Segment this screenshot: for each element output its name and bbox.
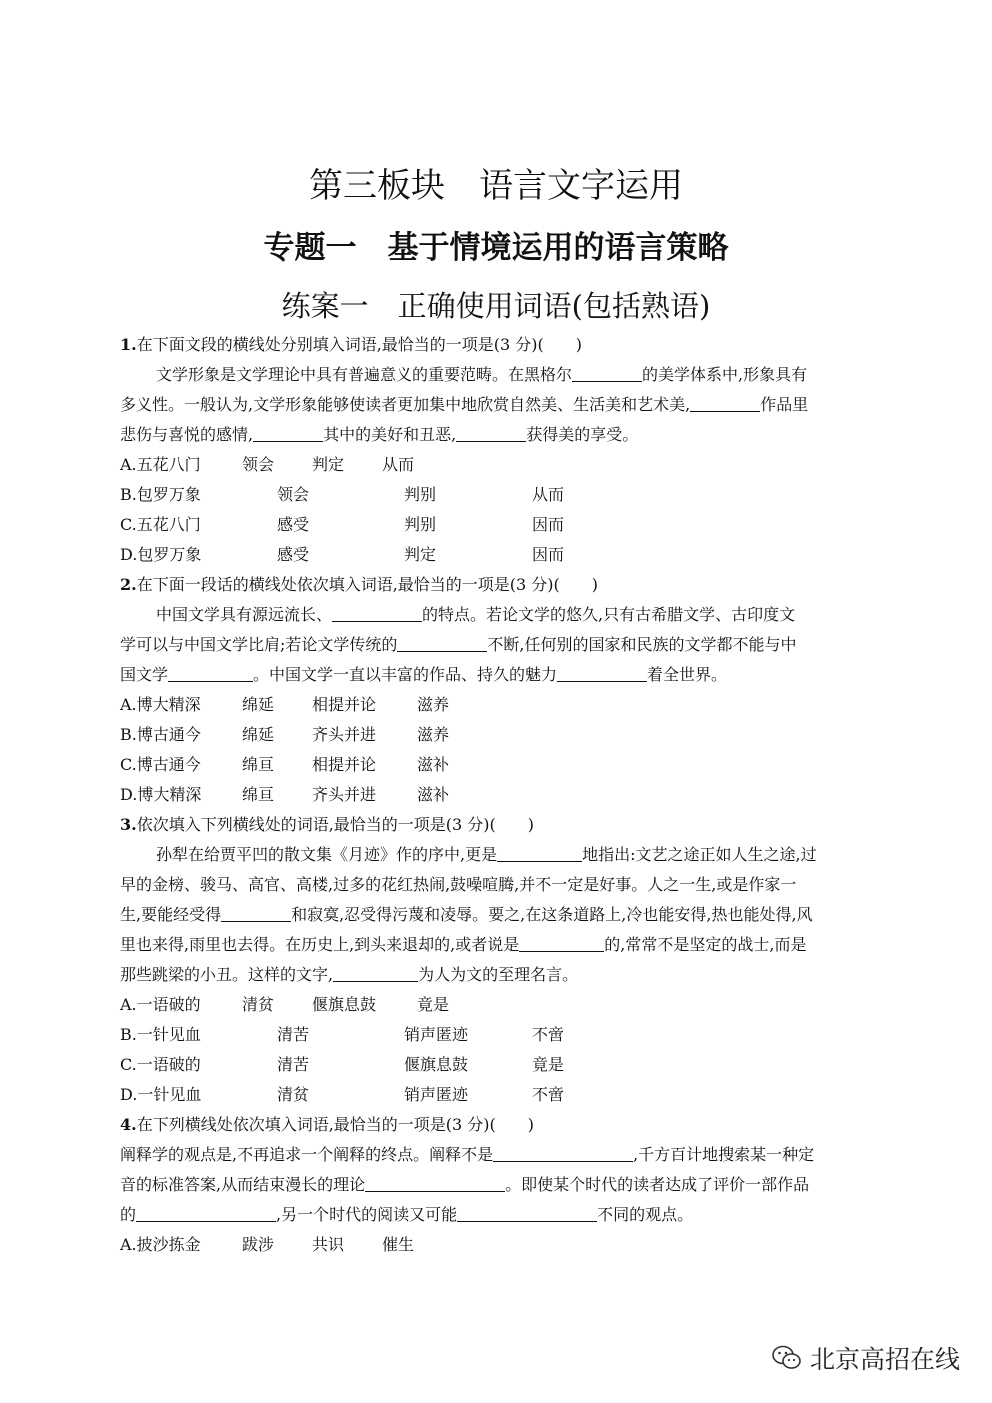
passage-line: 那些跳梁的小丑。这样的文字, 为人为文的至理名言。 bbox=[120, 965, 579, 984]
watermark bbox=[772, 1340, 960, 1376]
passage-line: 国文学 。中国文学一直以丰富的作品、持久的魅力 着全世界。 bbox=[120, 665, 728, 684]
question-stem: 1.在下面文段的横线处分别填入词语,最恰当的一项是(3 分)( ) bbox=[120, 335, 583, 354]
answer-blank bbox=[557, 663, 647, 682]
option-row: B.包罗万象 领会 判别 从而 bbox=[120, 485, 565, 504]
section-title: 第三板块 语言文字运用 bbox=[309, 166, 683, 206]
wechat-icon bbox=[772, 1345, 802, 1371]
passage-line: 悲伤与喜悦的感情, 其中的美好和丑恶, 获得美的享受。 bbox=[120, 425, 639, 444]
passage-line: 中国文学具有源远流长、 的特点。若论文学的悠久,只有古希腊文学、古印度文 bbox=[156, 605, 796, 624]
option-row: A.五花八门 领会 判定 从而 bbox=[120, 455, 415, 474]
option-row: B.博古通今 绵延 齐头并进 滋养 bbox=[120, 725, 450, 744]
passage-line: 早的金榜、骏马、高官、高楼,过多的花红热闹,鼓噪喧腾,并不一定是好事。人之一生,或是作家一 bbox=[120, 875, 797, 894]
watermark-text: 北京高招在线 bbox=[809, 1345, 960, 1374]
answer-blank bbox=[365, 1173, 505, 1192]
passage-line: 学可以与中国文学比肩;若论文学传统的 不断,任何别的国家和民族的文学都不能与中 bbox=[120, 635, 797, 654]
option-row: D.包罗万象 感受 判定 因而 bbox=[120, 545, 565, 564]
option-row: C.五花八门 感受 判别 因而 bbox=[120, 515, 565, 534]
answer-blank bbox=[456, 423, 526, 442]
topic-title: 专题一 基于情境运用的语言策略 bbox=[263, 230, 729, 266]
option-row: C.博古通今 绵亘 相提并论 滋补 bbox=[120, 755, 450, 774]
option-row: B.一针见血 清苦 销声匿迹 不啻 bbox=[120, 1025, 565, 1044]
option-row: A.一语破的 清贫 偃旗息鼓 竟是 bbox=[120, 995, 450, 1014]
option-row: A.博大精深 绵延 相提并论 滋养 bbox=[120, 695, 450, 714]
passage-line: 阐释学的观点是,不再追求一个阐释的终点。阐释不是 ,千方百计地搜索某一种定 bbox=[120, 1145, 815, 1164]
answer-blank bbox=[457, 1203, 597, 1222]
answer-blank bbox=[168, 663, 253, 682]
passage-line: 的 ,另一个时代的阅读又可能 不同的观点。 bbox=[120, 1205, 694, 1224]
answer-blank bbox=[497, 843, 582, 862]
answer-blank bbox=[690, 393, 760, 412]
answer-blank bbox=[333, 963, 418, 982]
question-stem: 4.在下列横线处依次填入词语,最恰当的一项是(3 分)( ) bbox=[120, 1115, 535, 1134]
answer-blank bbox=[332, 603, 422, 622]
exercise-title: 练案一 正确使用词语(包括熟语) bbox=[281, 289, 711, 323]
passage-line: 里也来得,雨里也去得。在历史上,到头来退却的,或者说是 的,常常不是坚定的战士,而是 bbox=[120, 935, 807, 954]
passage-line: 文学形象是文学理论中具有普遍意义的重要范畴。在黑格尔 的美学体系中,形象具有 bbox=[156, 365, 808, 384]
passage-line: 生,要能经受得 和寂寞,忍受得污蔑和凌辱。要之,在这条道路上,冷也能安得,热也能处得,风 bbox=[120, 905, 813, 924]
answer-blank bbox=[397, 633, 487, 652]
question-stem: 2.在下面一段话的横线处依次填入词语,最恰当的一项是(3 分)( ) bbox=[120, 575, 599, 594]
passage-line: 音的标准答案,从而结束漫长的理论 。即使某个时代的读者达成了评价一部作品 bbox=[120, 1175, 810, 1194]
answer-blank bbox=[221, 903, 291, 922]
question-stem: 3.依次填入下列横线处的词语,最恰当的一项是(3 分)( ) bbox=[120, 815, 535, 834]
option-row: A.披沙拣金 跋涉 共识 催生 bbox=[120, 1235, 415, 1254]
answer-blank bbox=[136, 1203, 276, 1222]
option-row: D.博大精深 绵亘 齐头并进 滋补 bbox=[120, 785, 450, 804]
answer-blank bbox=[572, 363, 642, 382]
question-list bbox=[120, 330, 865, 1260]
passage-line: 多义性。一般认为,文学形象能够使读者更加集中地欣赏自然美、生活美和艺术美, 作品里 bbox=[120, 395, 809, 414]
option-row: D.一针见血 清贫 销声匿迹 不啻 bbox=[120, 1085, 565, 1104]
option-row: C.一语破的 清苦 偃旗息鼓 竟是 bbox=[120, 1055, 565, 1074]
answer-blank bbox=[253, 423, 323, 442]
answer-blank bbox=[493, 1143, 633, 1162]
answer-blank bbox=[519, 933, 604, 952]
passage-line: 孙犁在给贾平凹的散文集《月迹》作的序中,更是 地指出:文艺之途正如人生之途,过 bbox=[156, 845, 817, 864]
